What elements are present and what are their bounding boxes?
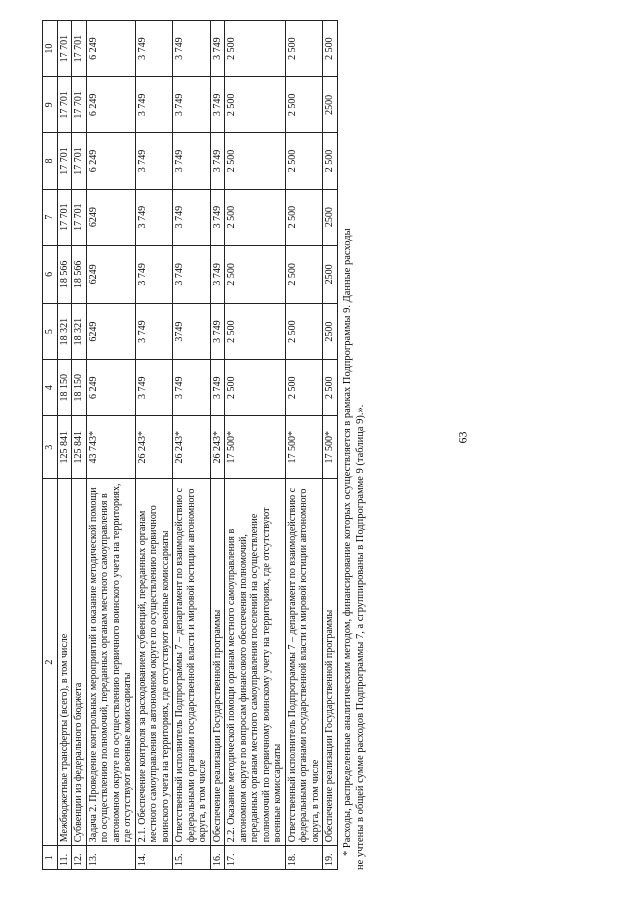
- row-name: Субвенции из федерального бюджета: [72, 479, 87, 846]
- row-index: 16.: [210, 846, 225, 870]
- table-header-row: [43, 21, 58, 870]
- header-cell: 1: [43, 846, 58, 870]
- table-row: [225, 21, 286, 870]
- row-index: 19.: [323, 846, 338, 870]
- table-row: [285, 21, 323, 870]
- value-cell: 3 749: [173, 189, 211, 245]
- row-name: Обеспечение реализации Государственной программы: [323, 479, 338, 846]
- header-cell: 10: [43, 21, 58, 77]
- row-index: 11.: [57, 846, 72, 870]
- value-cell: 2 500: [323, 360, 338, 416]
- table-row: [135, 21, 173, 870]
- value-cell: 3 749: [173, 133, 211, 189]
- value-cell: 3 749: [173, 245, 211, 303]
- table-row: [86, 21, 135, 870]
- value-cell: 17 701: [57, 133, 72, 189]
- footnote-line-1: * Расходы, распределенные аналитическим методом, финансирование которых осуществляется в рамках Подпрограммы 9. Данные расходы: [341, 228, 353, 856]
- value-cell: 2500: [323, 77, 338, 133]
- value-cell: 3 749: [210, 360, 225, 416]
- value-cell: 17 701: [72, 189, 87, 245]
- value-cell: 2 500: [225, 304, 286, 360]
- row-name: Ответственный исполнитель Подпрограммы 7 – департамент по взаимодействию с федеральными органами государственной власти и мировой юстиции автономного округа, в том числе: [285, 479, 323, 846]
- value-cell: 6249: [86, 304, 135, 360]
- footnote-line-2: не учтены в общей сумме расходов Подпрограммы 7, а сгруппированы в Подпрограмме 9 (таблица 9).».: [354, 404, 366, 870]
- value-cell: 3 749: [135, 133, 173, 189]
- rotated-content: [42, 10, 482, 870]
- row-name: Ответственный исполнитель Подпрограммы 7 – департамент по взаимодействию с федеральными органами государственной власти и мировой юстиции автономного округа, в том числе: [173, 479, 211, 846]
- header-cell: 8: [43, 133, 58, 189]
- value-cell: 18 566: [72, 245, 87, 303]
- value-cell: 3 749: [210, 133, 225, 189]
- value-cell: 3 749: [135, 21, 173, 77]
- value-cell: 17 701: [72, 77, 87, 133]
- table-row: [72, 21, 87, 870]
- table-row: [57, 21, 72, 870]
- value-cell: 125 841: [57, 416, 72, 479]
- value-cell: 2 500: [285, 77, 323, 133]
- header-cell: 5: [43, 304, 58, 360]
- value-cell: 3 749: [210, 245, 225, 303]
- budget-table: [42, 20, 338, 870]
- value-cell: 17 500*: [323, 416, 338, 479]
- value-cell: 125 841: [72, 416, 87, 479]
- value-cell: 18 321: [72, 304, 87, 360]
- value-cell: 2 500: [225, 360, 286, 416]
- page-number: 63: [455, 431, 470, 444]
- row-index: 14.: [135, 846, 173, 870]
- value-cell: 6 249: [86, 133, 135, 189]
- value-cell: 2 500: [285, 133, 323, 189]
- value-cell: 17 500*: [225, 416, 286, 479]
- value-cell: 17 701: [72, 133, 87, 189]
- value-cell: 2 500: [323, 133, 338, 189]
- table-row: [210, 21, 225, 870]
- row-name: Обеспечение реализации Государственной программы: [210, 479, 225, 846]
- row-index: 17.: [225, 846, 286, 870]
- value-cell: 2 500: [285, 21, 323, 77]
- value-cell: 6249: [86, 245, 135, 303]
- value-cell: 2 500: [285, 245, 323, 303]
- value-cell: 6 249: [86, 21, 135, 77]
- value-cell: 2 500: [285, 189, 323, 245]
- value-cell: 3749: [173, 304, 211, 360]
- header-cell: 4: [43, 360, 58, 416]
- value-cell: 3 749: [173, 360, 211, 416]
- value-cell: 3 749: [135, 245, 173, 303]
- value-cell: 17 701: [57, 189, 72, 245]
- value-cell: 2 500: [225, 245, 286, 303]
- value-cell: 6 249: [86, 77, 135, 133]
- value-cell: 2 500: [225, 21, 286, 77]
- value-cell: 26 243*: [173, 416, 211, 479]
- footnote: [341, 20, 367, 870]
- value-cell: 18 566: [57, 245, 72, 303]
- value-cell: 17 701: [57, 77, 72, 133]
- header-cell: 9: [43, 77, 58, 133]
- value-cell: 6 249: [86, 360, 135, 416]
- value-cell: 3 749: [135, 189, 173, 245]
- table-body: [43, 21, 338, 870]
- value-cell: 26 243*: [135, 416, 173, 479]
- value-cell: 2 500: [323, 21, 338, 77]
- row-name: Задача 2. Проведение контрольных мероприятий и оказание методической помощи по осуществлению полномочий, переданных органам местного самоуправления в автономном округе по осуществлению первичного воинского учета на территориях, где отсутствуют военные комиссариаты: [86, 479, 135, 846]
- table-row: [173, 21, 211, 870]
- value-cell: 3 749: [210, 77, 225, 133]
- value-cell: 3 749: [210, 21, 225, 77]
- value-cell: 2 500: [285, 360, 323, 416]
- header-cell: 6: [43, 245, 58, 303]
- row-index: 12.: [72, 846, 87, 870]
- row-index: 18.: [285, 846, 323, 870]
- value-cell: 3 749: [135, 77, 173, 133]
- value-cell: 3 749: [135, 360, 173, 416]
- value-cell: 17 701: [72, 21, 87, 77]
- table-row: [323, 21, 338, 870]
- row-name: 2.1. Обеспечение контроля за расходованием субвенций, переданных органам местного самоуправления в автономном округе по осуществлению первичного воинского учета на территориях, где отсутствуют военные комиссариаты: [135, 479, 173, 846]
- value-cell: 3 749: [210, 189, 225, 245]
- value-cell: 2 500: [225, 189, 286, 245]
- row-name: 2.2. Оказание методической помощи органам местного самоуправления в автономном округе по вопросам финансового обеспечения полномочий, переданных органам местного самоуправления поселений на осуществление полномочий по первичному воинскому учету на территориях, где отсутствуют военные комиссариаты: [225, 479, 286, 846]
- value-cell: 26 243*: [210, 416, 225, 479]
- value-cell: 2 500: [285, 304, 323, 360]
- row-index: 13.: [86, 846, 135, 870]
- value-cell: 3 749: [135, 304, 173, 360]
- value-cell: 43 743*: [86, 416, 135, 479]
- header-cell: 3: [43, 416, 58, 479]
- value-cell: 2500: [323, 245, 338, 303]
- value-cell: 18 150: [72, 360, 87, 416]
- value-cell: 3 749: [210, 304, 225, 360]
- value-cell: 2500: [323, 189, 338, 245]
- value-cell: 17 500*: [285, 416, 323, 479]
- header-cell: 2: [43, 479, 58, 846]
- value-cell: 2 500: [225, 77, 286, 133]
- header-cell: 7: [43, 189, 58, 245]
- value-cell: 18 321: [57, 304, 72, 360]
- row-index: 15.: [173, 846, 211, 870]
- value-cell: 6249: [86, 189, 135, 245]
- value-cell: 3 749: [173, 77, 211, 133]
- value-cell: 2500: [323, 304, 338, 360]
- value-cell: 3 749: [173, 21, 211, 77]
- value-cell: 2 500: [225, 133, 286, 189]
- value-cell: 18 150: [57, 360, 72, 416]
- row-name: Межбюджетные трансферты (всего), в том числе: [57, 479, 72, 846]
- value-cell: 17 701: [57, 21, 72, 77]
